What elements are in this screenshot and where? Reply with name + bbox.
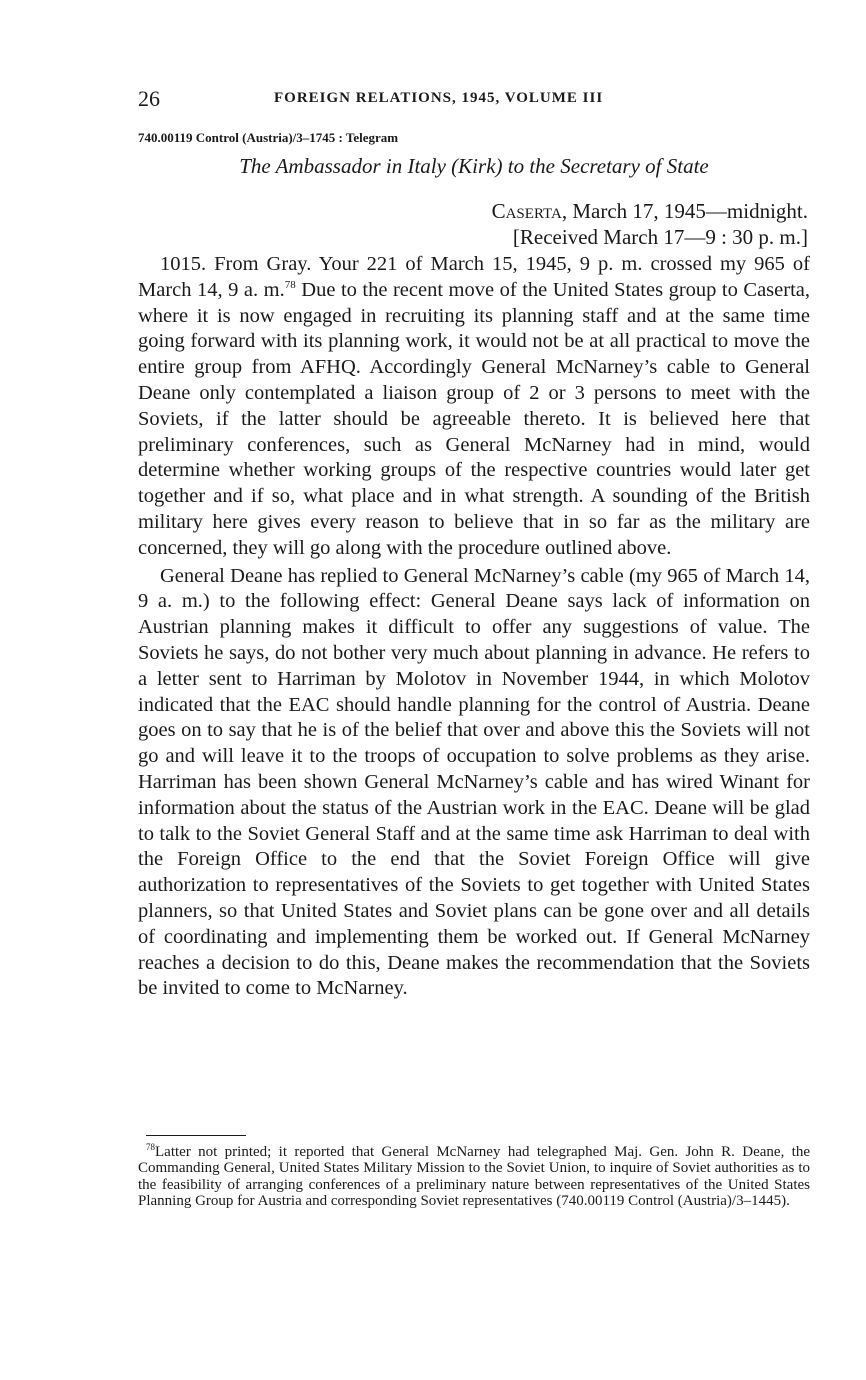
page-number: 26	[138, 86, 160, 111]
footnote	[138, 1144, 810, 1209]
dateline-sent	[492, 198, 808, 224]
running-header	[138, 86, 810, 114]
footnote-mark: 78	[146, 1142, 155, 1152]
paragraph-1	[138, 252, 810, 562]
dateline-received: [Received March 17—9 : 30 p. m.]	[512, 225, 808, 249]
dateline-place: Caserta	[491, 199, 562, 223]
telegram-body	[138, 252, 810, 1004]
running-title: FOREIGN RELATIONS, 1945, VOLUME III	[274, 90, 604, 106]
dateline	[492, 198, 808, 250]
footnote-divider	[146, 1135, 246, 1136]
dateline-date: , March 17, 1945—midnight.	[561, 199, 808, 223]
document-title: The Ambassador in Italy (Kirk) to the Secretary of State	[239, 154, 709, 178]
paragraph-1-text-cont: Due to the recent move of the United States group to Caserta, where it is now engaged in recruiting its planning staff and at the same time going forward with its planning work, it would not be at all practical to move the entire group from AFHQ. Accordingly General McNarney’s cable to General Deane only contemplated a liaison group of 2 or 3 persons to meet with the Soviets, if the latter should be agreeable thereto. It is believed here that preliminary conferences, such as General McNarney had in mind, would determine whether working groups of the respective countries would later get together and if so, what place and in what strength. A sounding of the British military here gives every reason to believe that in so far as the military are concerned, they will go along with the procedure outlined above.	[138, 278, 810, 559]
paragraph-1-text: 1015. From Gray. Your 221 of March 15, 1945, 9 p. m. crossed my 965 of March 14, 9 a. m.	[138, 253, 810, 301]
footnote-text: Latter not printed; it reported that General McNarney had telegraphed Maj. Gen. John R. Deane, the Commanding General, United States Military Mission to the Soviet Union, to inquire of Soviet authorities as to the feasibility of arranging conferences of a preliminary nature between representatives of the United States Planning Group for Austria and corresponding Soviet representatives (740.00119 Control (Austria)/3–1445).	[138, 1144, 810, 1209]
footnote-reference: 78	[284, 278, 296, 291]
file-reference: 740.00119 Control (Austria)/3–1745 : Telegram	[138, 130, 399, 145]
paragraph-2: General Deane has replied to General McNarney’s cable (my 965 of March 14, 9 a. m.) to the following effect: General Deane says lack of information on Austrian planning makes it difficult to offer any suggestions of value. The Soviets he says, do not bother very much about planning in advance. He refers to a letter sent to Harriman by Molotov in November 1944, in which Molotov indicated that the EAC should handle planning for the control of Austria. Deane goes on to say that he is of the belief that over and above this the Soviets will not go and will leave it to the troops of occupation to solve problems as they arise. Harriman has been shown General McNarney’s cable and has wired Winant for information about the status of the Austrian work in the EAC. Deane will be glad to talk to the Soviet General Staff and at the same time ask Harriman to deal with the Foreign Office to the end that the Soviet Foreign Office will give authorization to representatives of the Soviets to get together with United States planners, so that United States and Soviet plans can be gone over and all details of coordinating and implementing them be worked out. If General McNarney reaches a decision to do this, Deane makes the recommendation that the Soviets be invited to come to McNarney.	[138, 564, 810, 1000]
